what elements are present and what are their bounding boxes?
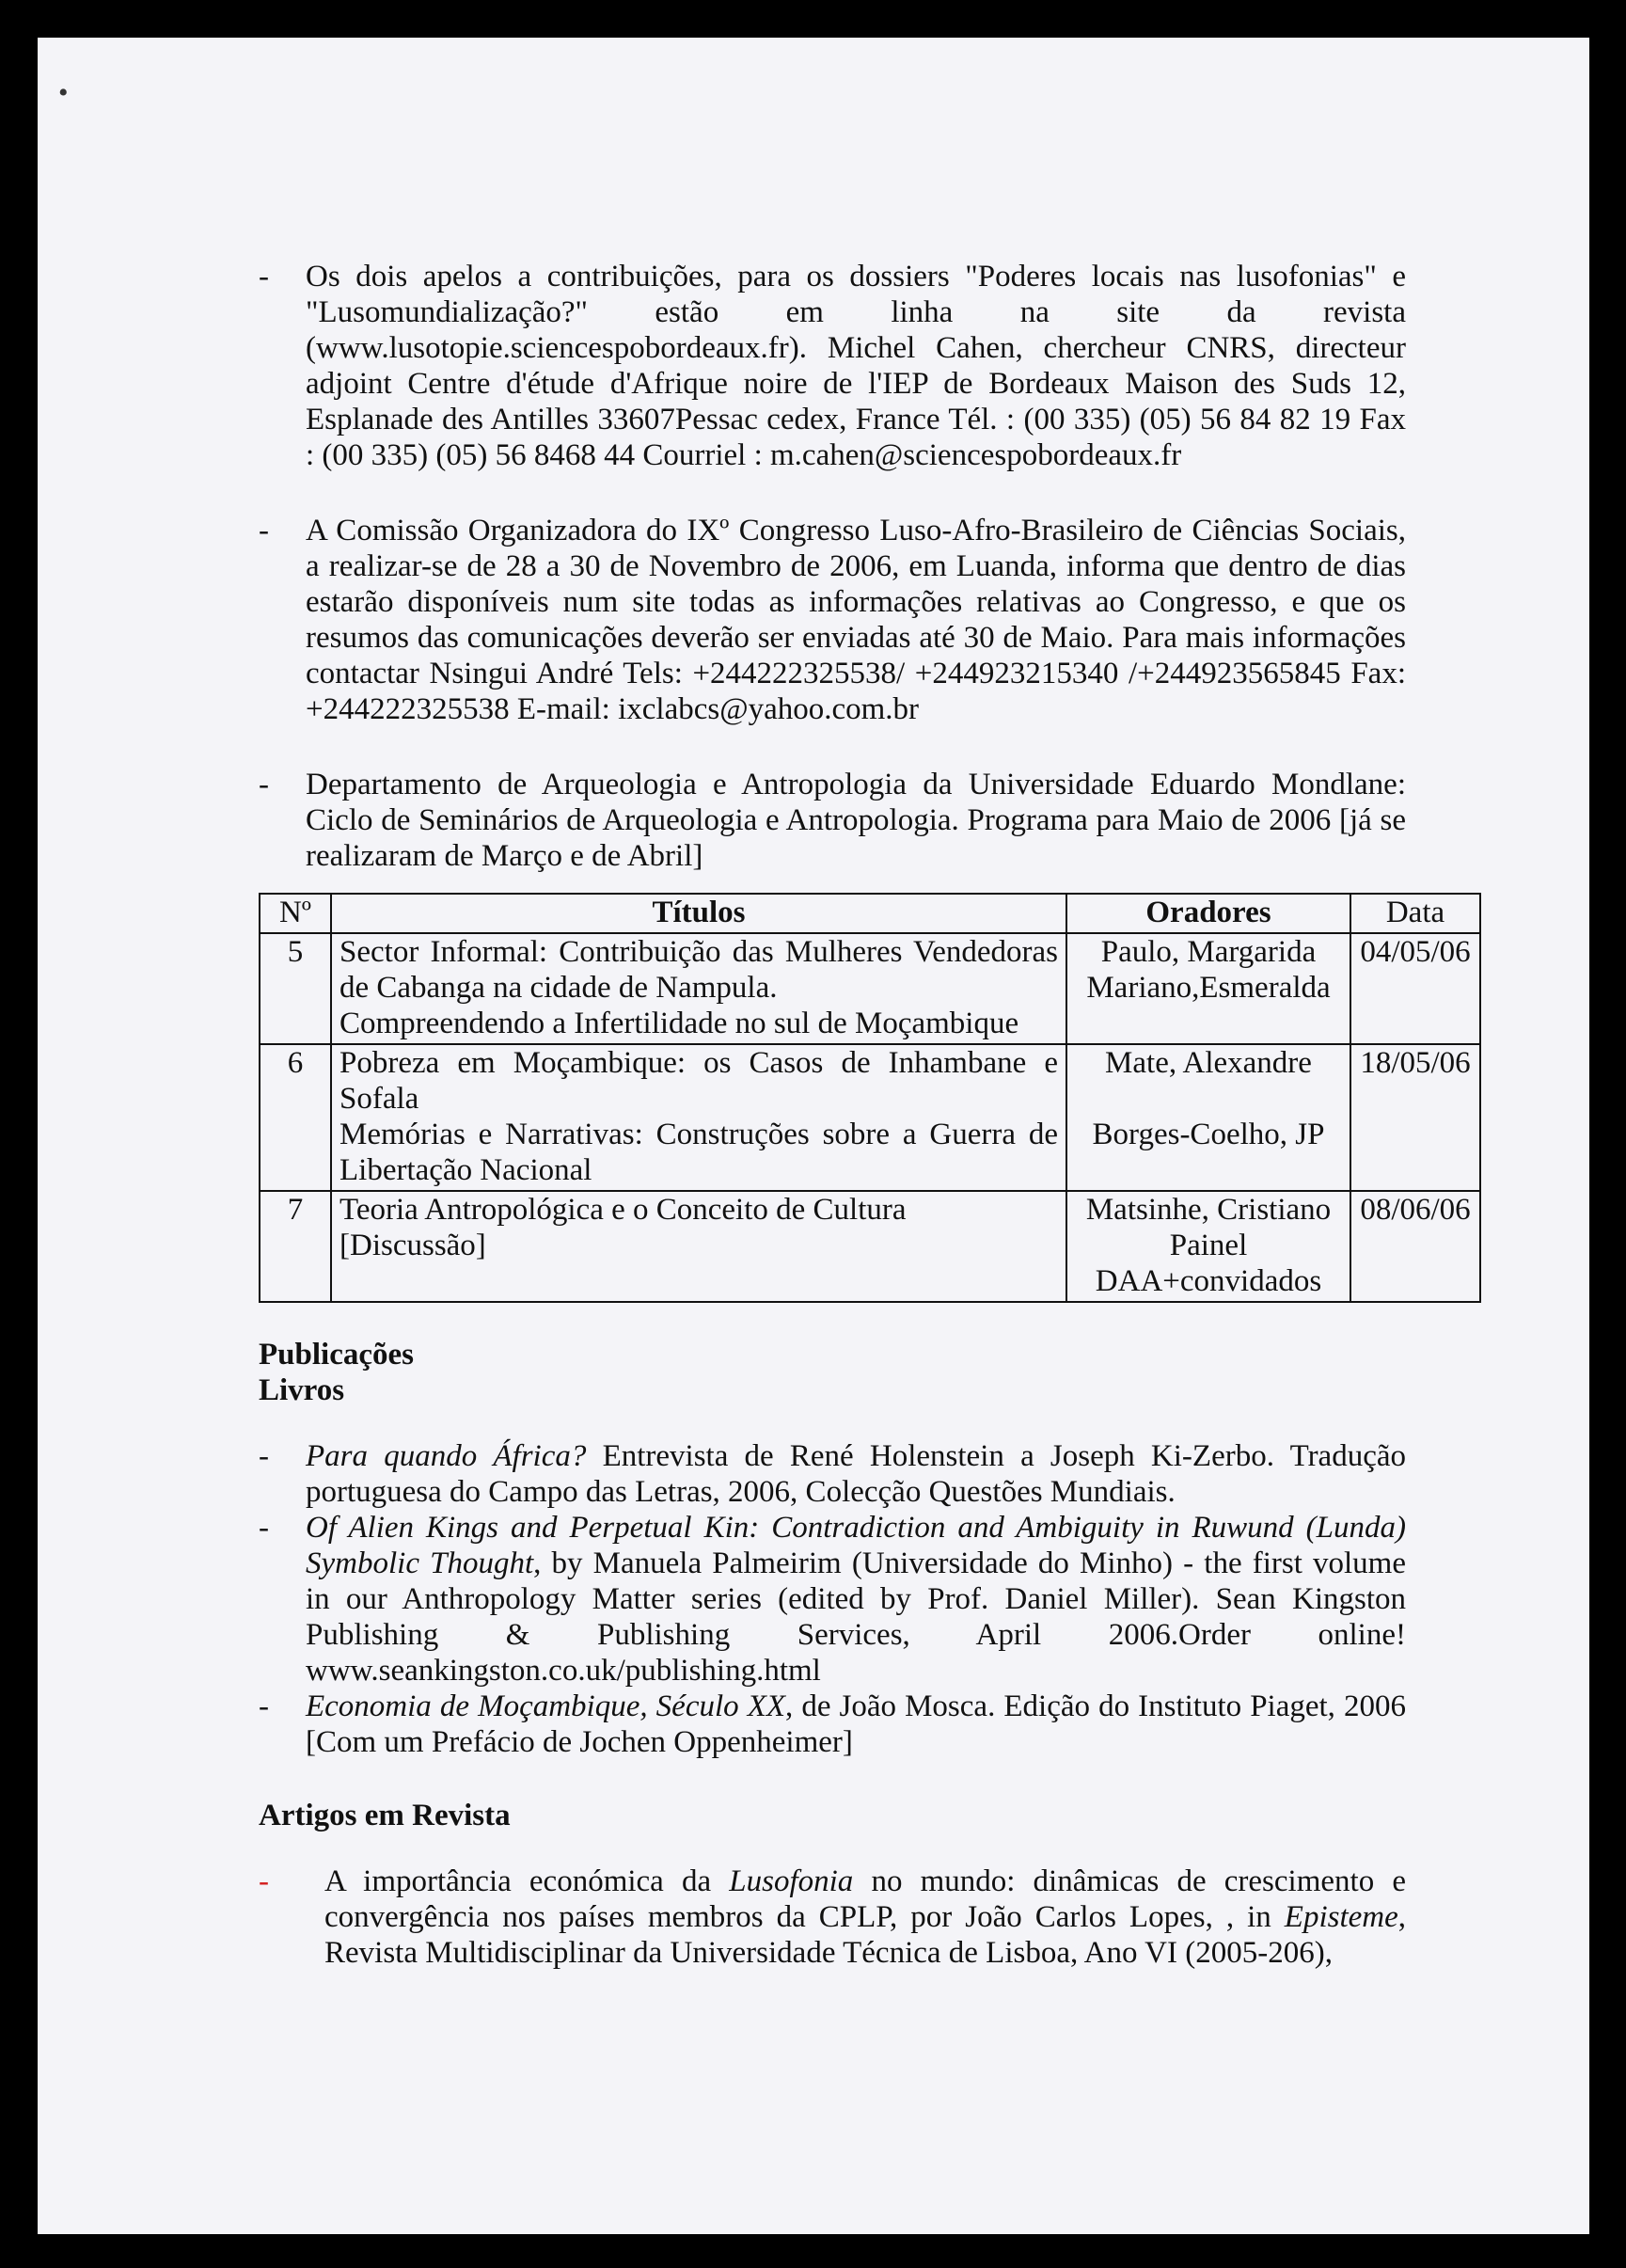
books-subheading: Livros	[259, 1373, 345, 1407]
publications-heading: Publicações	[259, 1338, 414, 1372]
stray-mark: •	[58, 77, 69, 108]
book-item: - Economia de Moçambique, Século XX, de João Mosca. Edição do Instituto Piaget, 2006 [Com um Prefácio de Jochen Oppenheimer]	[259, 1689, 1406, 1759]
seminar-table	[259, 893, 1481, 1303]
table-row: 6 Pobreza em Moçambique: os Casos de Inhambane e Sofala Memórias e Narrativas: Construções sobre a Guerra de Libertação Nacional Mate, Alexandre Borges-Coelho, JP 18/05/06	[260, 1044, 1480, 1191]
table-row: 7 Teoria Antropológica e o Conceito de Cultura [Discussão] Matsinhe, Cristiano Painel DAA+convidados 08/06/06	[260, 1191, 1480, 1302]
document-page	[38, 38, 1589, 2234]
announcement-item: - Departamento de Arqueologia e Antropologia da Universidade Eduardo Mondlane: Ciclo de Seminários de Arqueologia e Antropologia. Programa para Maio de 2006 [já se realizaram de Março e de Abril]	[259, 768, 1406, 873]
book-item: - Para quando África? Entrevista de René Holenstein a Joseph Ki-Zerbo. Tradução portuguesa do Campo das Letras, 2006, Colecção Questões Mundiais.	[259, 1439, 1406, 1509]
header-title: Títulos	[331, 894, 1066, 933]
articles-heading: Artigos em Revista	[259, 1799, 511, 1832]
header-date: Data	[1350, 894, 1480, 933]
header-num: Nº	[260, 894, 331, 933]
announcement-item: - A Comissão Organizadora do IXº Congresso Luso-Afro-Brasileiro de Ciências Sociais, a realizar-se de 28 a 30 de Novembro de 2006, em Luanda, informa que dentro de dias estarão disponíveis num site todas as informações relativas ao Congresso, e que os resumos das comunicações deverão ser enviadas até 30 de Maio. Para mais informações contactar Nsingui André Tels: +244222325538/ +244923215340 /+244923565845 Fax: +244222325538 E-mail: ixclabcs@yahoo.com.br	[259, 514, 1406, 726]
table-header-row	[260, 894, 1480, 933]
table-row: 5 Sector Informal: Contribuição das Mulheres Vendedoras de Cabanga na cidade de Nampula. Compreendendo a Infertilidade no sul de Moçambique Paulo, Margarida Mariano,Esmeralda 04/05/06	[260, 933, 1480, 1044]
header-speakers: Oradores	[1066, 894, 1350, 933]
page-content	[259, 259, 1471, 1971]
announcement-item: - Os dois apelos a contribuições, para os dossiers "Poderes locais nas lusofonias" e "Lusomundialização?" estão em linha na site da revista (www.lusotopie.sciencespobordeaux.fr). Michel Cahen, chercheur CNRS, directeur adjoint Centre d'étude d'Afrique noire de l'IEP de Bordeaux Maison des Suds 12, Esplanade des Antilles 33607Pessac cedex, France Tél. : (00 335) (05) 56 84 82 19 Fax : (00 335) (05) 56 8468 44 Courriel : m.cahen@sciencespobordeaux.fr	[259, 260, 1406, 472]
article-item: - A importância económica da Lusofonia no mundo: dinâmicas de crescimento e convergência nos países membros da CPLP, por João Carlos Lopes, , in Episteme, Revista Multidisciplinar da Universidade Técnica de Lisboa, Ano VI (2005-206),	[259, 1864, 1406, 1970]
book-item: - Of Alien Kings and Perpetual Kin: Contradiction and Ambiguity in Ruwund (Lunda) Symbolic Thought, by Manuela Palmeirim (Universidade do Minho) - the first volume in our Anthropology Matter series (edited by Prof. Daniel Miller). Sean Kingston Publishing & Publishing Services, April 2006.Order online! www.seankingston.co.uk/publishing.html	[259, 1511, 1407, 1688]
